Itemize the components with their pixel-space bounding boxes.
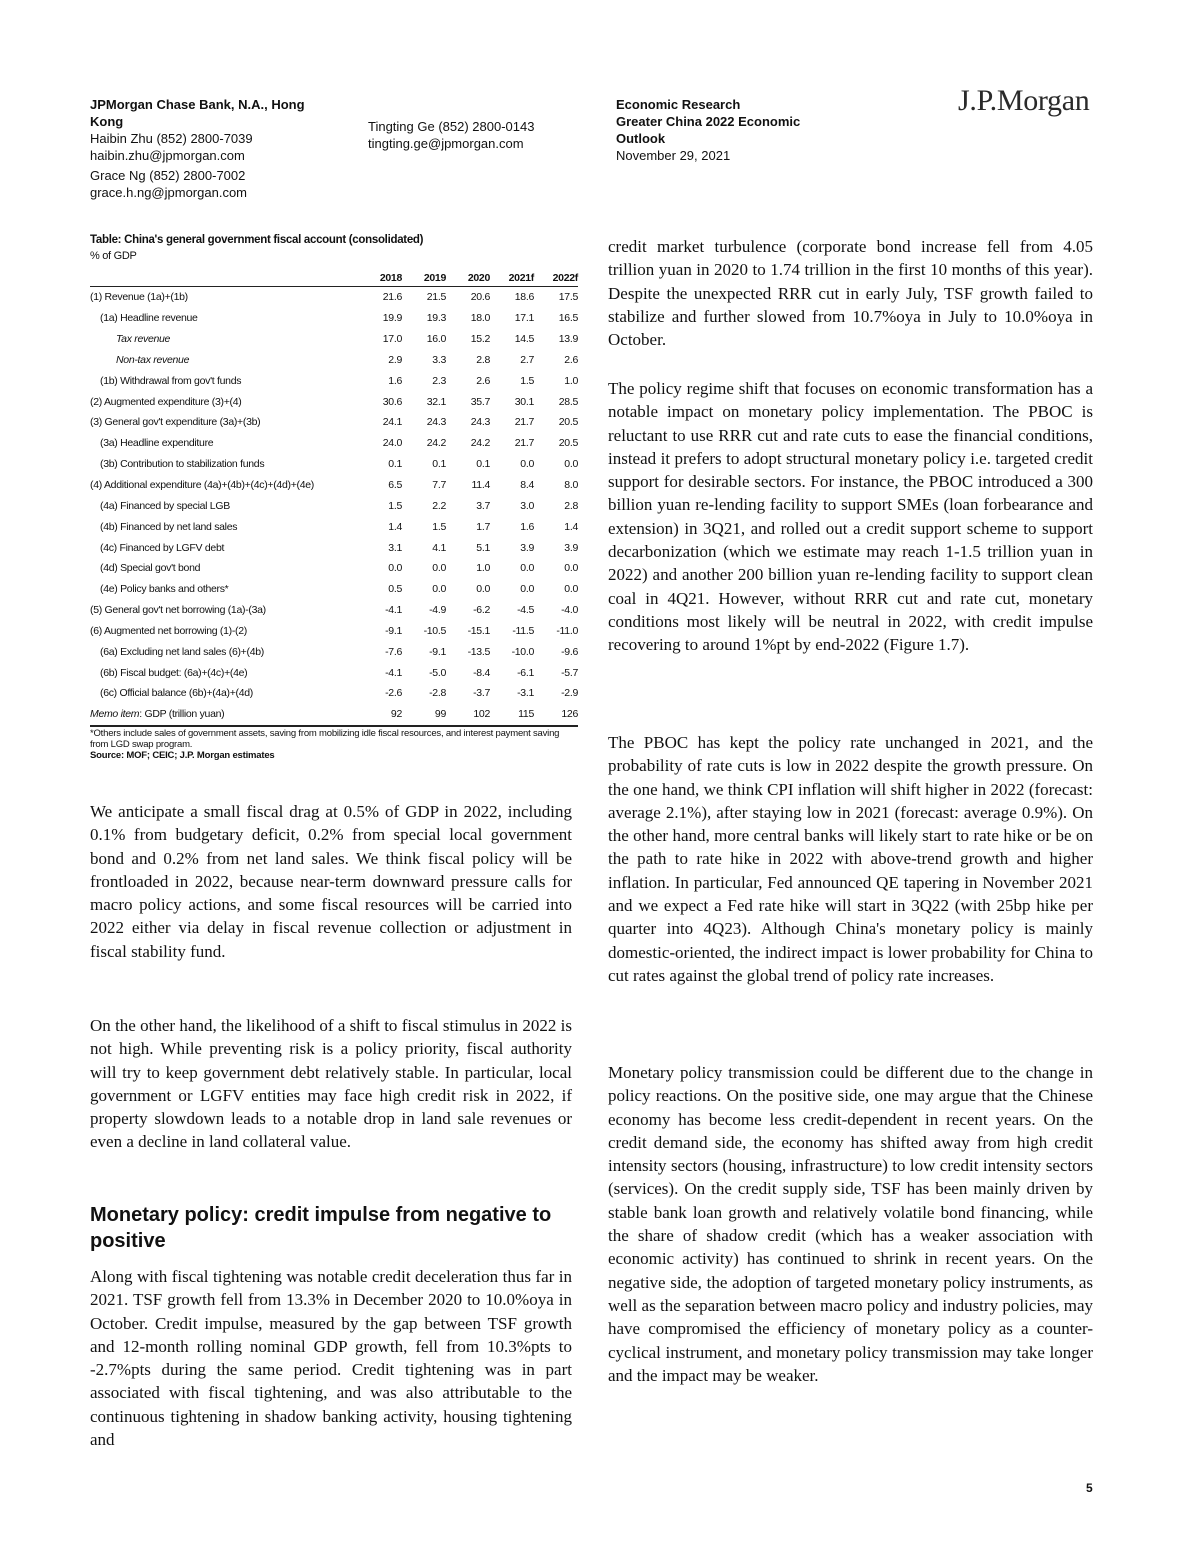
table-cell: 20.6: [470, 291, 490, 304]
table-cell: -4.1: [385, 604, 402, 617]
table-cell: 0.0: [388, 562, 402, 575]
table-cell: 19.3: [426, 312, 446, 325]
table-cell: 3.9: [564, 541, 578, 554]
table-row: [90, 641, 578, 662]
table-cell: -9.6: [561, 645, 578, 658]
firm-name-line2: Kong: [90, 114, 124, 129]
table-cell: 2.6: [564, 353, 578, 366]
jpmorgan-logo: J.P.Morgan: [958, 84, 1090, 117]
table-unit: % of GDP: [90, 250, 137, 262]
table-cell: 2.2: [432, 499, 446, 512]
memo-label-rest: : GDP (trillion yuan): [139, 708, 225, 721]
table-cell: 3.9: [520, 541, 534, 554]
author-block: [90, 96, 350, 201]
table-cell: 20.5: [558, 437, 578, 450]
table-cell: 14.5: [514, 333, 534, 346]
row-label: (4b) Financed by net land sales: [100, 520, 238, 533]
row-label: (4e) Policy banks and others*: [100, 583, 229, 596]
table-cell: 21.7: [514, 416, 534, 429]
table-cell: 1.5: [432, 520, 446, 533]
table-title: Table: China's general government fiscal account (consolidated): [90, 234, 424, 246]
table-cell: -5.7: [561, 666, 578, 679]
table-cell: 2.9: [388, 353, 402, 366]
table-cell: 0.0: [564, 458, 578, 471]
table-cell: 24.0: [382, 437, 402, 450]
row-label: [90, 704, 360, 726]
table-cell: 18.6: [514, 291, 534, 304]
table-cell: 24.2: [470, 437, 490, 450]
table-cell: 21.6: [382, 291, 402, 304]
table-cell: -13.5: [467, 645, 490, 658]
table-row: [90, 308, 578, 329]
table-cell: 24.3: [426, 416, 446, 429]
row-label: (1a) Headline revenue: [100, 312, 198, 325]
table-row: [90, 621, 578, 642]
table-cell: -11.0: [556, 624, 578, 637]
table-cell: 1.6: [520, 520, 534, 533]
table-cell: -15.1: [467, 624, 490, 637]
table-cell: -4.9: [429, 604, 446, 617]
table-cell: 1.0: [476, 562, 490, 575]
table-cell: -10.5: [423, 624, 446, 637]
row-label: (3a) Headline expenditure: [100, 437, 214, 450]
table-cell: -4.0: [561, 604, 578, 617]
column-header: 2020: [467, 272, 490, 284]
table-cell: 11.4: [471, 479, 490, 492]
table-cell: 7.7: [432, 479, 446, 492]
row-label: (3) General gov't expenditure (3a)+(3b): [90, 416, 261, 429]
table-row: [90, 370, 578, 391]
author-phone: Haibin Zhu (852) 2800-7039: [90, 131, 253, 146]
table-cell: 0.1: [432, 458, 446, 471]
table-source: Source: MOF; CEIC; J.P. Morgan estimates: [90, 749, 275, 761]
table-row: [90, 558, 578, 579]
table-cell: 0.0: [432, 562, 446, 575]
table-cell: 92: [390, 708, 402, 721]
table-footnote: *Others include sales of government assets, saving from mobilizing idle fiscal resources, and interest payment saving from LGD swap program.: [90, 727, 560, 750]
table-row: [90, 600, 578, 621]
table-cell: 1.4: [388, 520, 402, 533]
table-cell: 16.0: [426, 333, 446, 346]
fiscal-account-table-block: [90, 234, 578, 761]
table-cell: 1.5: [388, 499, 402, 512]
table-cell: -7.6: [385, 645, 402, 658]
table-cell: 3.0: [520, 499, 534, 512]
table-body: [90, 287, 578, 726]
table-row-memo: [90, 704, 578, 726]
row-label: (2) Augmented expenditure (3)+(4): [90, 395, 242, 408]
report-info: [616, 96, 846, 164]
fiscal-account-table: [90, 270, 578, 727]
column-header: 2019: [423, 272, 446, 284]
table-cell: 3.3: [432, 353, 446, 366]
column-header: 2021f: [508, 272, 534, 284]
row-label: (4d) Special gov't bond: [100, 562, 201, 575]
table-cell: 4.1: [432, 541, 446, 554]
table-cell: 102: [473, 708, 490, 721]
table-cell: -4.1: [385, 666, 402, 679]
table-row: [90, 350, 578, 371]
table-cell: 17.5: [558, 291, 578, 304]
table-cell: 18.0: [470, 312, 490, 325]
table-cell: 13.9: [558, 333, 578, 346]
table-cell: 1.6: [388, 374, 402, 387]
table-cell: -6.2: [473, 604, 490, 617]
table-cell: -3.1: [517, 687, 534, 700]
row-label: Tax revenue: [116, 333, 171, 346]
table-cell: -3.7: [473, 687, 490, 700]
table-header-row: [90, 270, 578, 287]
table-row: [90, 287, 578, 308]
table-cell: 17.0: [382, 333, 402, 346]
row-label: (4a) Financed by special LGB: [100, 499, 230, 512]
paragraph-credit-deceleration: Along with fiscal tightening was notable credit deceleration thus far in 2021. TSF growth fell from 13.3% in December 2020 to 10.0%oya in October. Credit impulse, measured by the gap between TSF growth and 12-month rolling nominal GDP growth, fell from 10.3%pts to -2.7%pts during the same period. Credit tightening was in part associated with fiscal tightening, and was also attributable to the continuous tightening in shadow banking activity, housing tightening and: [90, 1267, 572, 1450]
table-row: [90, 537, 578, 558]
table-cell: 35.7: [470, 395, 490, 408]
table-cell: 8.4: [520, 479, 534, 492]
section-heading-monetary-policy: Monetary policy: credit impulse from negative to positive: [90, 1204, 552, 1252]
table-cell: 0.0: [520, 562, 534, 575]
table-cell: 0.0: [520, 458, 534, 471]
table-cell: -9.1: [385, 624, 402, 637]
table-cell: 1.5: [520, 374, 534, 387]
row-label: (4c) Financed by LGFV debt: [100, 541, 225, 554]
report-title-line2: Outlook: [616, 131, 666, 146]
author-email[interactable]: grace.h.ng@jpmorgan.com: [90, 185, 247, 200]
paragraph-transmission: Monetary policy transmission could be different due to the change in policy reactions. On the positive side, one may argue that the Chinese economy has become less credit-dependent in recent years. On the credit demand side, the economy has shifted away from high credit intensity sectors (housing, infrastructure) to low credit intensity sectors (services). On the credit supply side, TSF has been mainly driven by stable bank loan growth and relatively volatile bond financing, while the share of shadow credit (which has a weaker association with economic activity) has continued to shrink in recent years. On the negative side, the adoption of targeted monetary policy instruments, as well as the separation between macro policy and industry policies, may have compromised the efficiency of monetary policy as a counter-cyclical instrument, and monetary policy transmission may take longer and the impact may be weaker.: [608, 1063, 1093, 1385]
table-cell: 3.1: [388, 541, 402, 554]
table-cell: 0.0: [564, 583, 578, 596]
table-cell: 5.1: [476, 541, 490, 554]
table-cell: 30.1: [514, 395, 534, 408]
table-cell: 19.9: [382, 312, 402, 325]
report-date: November 29, 2021: [616, 148, 731, 163]
table-cell: 2.7: [520, 353, 534, 366]
report-title-line1: Greater China 2022 Economic: [616, 114, 801, 129]
table-cell: 0.1: [388, 458, 402, 471]
table-row: [90, 454, 578, 475]
table-cell: 15.2: [470, 333, 490, 346]
row-label: Non-tax revenue: [116, 353, 190, 366]
table-cell: 1.4: [564, 520, 578, 533]
table-row: [90, 391, 578, 412]
page-number: 5: [1086, 1481, 1093, 1495]
table-cell: 1.7: [476, 520, 490, 533]
table-cell: 1.0: [564, 374, 578, 387]
table-cell: 21.5: [426, 291, 446, 304]
table-cell: 0.1: [476, 458, 490, 471]
table-cell: 115: [518, 708, 534, 721]
table-cell: -2.8: [429, 687, 446, 700]
author-block-secondary: [368, 118, 608, 152]
table-row: [90, 329, 578, 350]
table-row: [90, 683, 578, 704]
table-cell: 0.0: [432, 583, 446, 596]
table-notes: [90, 728, 578, 761]
table-cell: -9.1: [429, 645, 446, 658]
table-cell: -8.4: [473, 666, 490, 679]
table-row: [90, 662, 578, 683]
row-label: (6) Augmented net borrowing (1)-(2): [90, 624, 247, 637]
table-row: [90, 433, 578, 454]
author-email[interactable]: haibin.zhu@jpmorgan.com: [90, 148, 245, 163]
table-cell: 0.0: [564, 562, 578, 575]
table-cell: 24.2: [426, 437, 446, 450]
paragraph-credit-market: credit market turbulence (corporate bond increase fell from 4.05 trillion yuan in 2020 to 1.74 trillion in the first 10 months of this year). Despite the unexpected RRR cut in early July, TSF growth failed to stabilize and further slowed from 10.7%oya in July to 10.0%oya in October.: [608, 237, 1093, 350]
table-row: [90, 412, 578, 433]
row-label: (1b) Withdrawal from gov't funds: [100, 374, 242, 387]
table-cell: -2.9: [561, 687, 578, 700]
paragraph-policy-rate: The PBOC has kept the policy rate unchanged in 2021, and the probability of rate cuts is low in 2022 despite the growth pressure. On the one hand, we think CPI inflation will shift higher in 2022 (forecast: average 2.1%), after staying low in 2021 (forecast: average 0.9%). On the other hand, more central banks will likely start to rate hike or be on the path to rate hike in 2022 with above-trend growth and higher inflation. In particular, Fed announced QE tapering in November 2021 and we expect a Fed rate hike will start in 3Q22 (with 25bp hike per quarter into 4Q23). Although China's monetary policy is mainly domestic-oriented, the indirect impact is lower probability for China to cut rates against the global trend of policy rate increases.: [608, 733, 1093, 985]
table-row: [90, 516, 578, 537]
paragraph-fiscal-drag: We anticipate a small fiscal drag at 0.5% of GDP in 2022, including 0.1% from budgetary deficit, 0.2% from special local government bond and 0.2% from net land sales. We think fiscal policy will be frontloaded in 2022, because near-term downward pressure calls for macro policy actions, and some fiscal resources will be carried into 2022 either via delay in fiscal revenue collection or adjustment in fiscal stability fund.: [90, 802, 572, 961]
firm-name-line1: JPMorgan Chase Bank, N.A., Hong: [90, 97, 305, 112]
table-cell: 2.8: [564, 499, 578, 512]
table-cell: 16.5: [558, 312, 578, 325]
table-cell: 8.0: [564, 479, 578, 492]
paragraph-fiscal-stimulus: On the other hand, the likelihood of a shift to fiscal stimulus in 2022 is not high. While preventing risk is a policy priority, fiscal authority will try to keep government debt relatively stable. In particular, local government or LGFV entities may face high credit risk in 2022, if property slowdown leads to a notable drop in land sale revenues or even a decline in land collateral value.: [90, 1016, 572, 1152]
author-email[interactable]: tingting.ge@jpmorgan.com: [368, 136, 524, 151]
table-cell: -6.1: [517, 666, 534, 679]
table-row: [90, 475, 578, 496]
table-cell: -2.6: [385, 687, 402, 700]
table-cell: 24.3: [470, 416, 490, 429]
paragraph-policy-regime: The policy regime shift that focuses on economic transformation has a notable impact on monetary policy implementation. The PBOC is reluctant to use RRR cut and rate cuts to ease the financial conditions, instead it prefers to adopt structural monetary policy i.e. targeted credit support for desirable sectors. For instance, the PBOC introduced a 300 billion yuan re-lending facility to support SMEs (loan forbearance and extension) in 3Q21, and rolled out a credit support scheme to support decarbonization (which we estimate may reach 1-1.5 trillion yuan in 2022) and another 200 billion yuan re-lending facility to support clean coal in 4Q21. However, without RRR cut and rate cut, monetary conditions most likely will be neutral in 2022, with credit impulse recovering to around 1%pt by end-2022 (Figure 1.7).: [608, 379, 1093, 655]
table-row: [90, 579, 578, 600]
table-cell: 32.1: [426, 395, 446, 408]
table-cell: 30.6: [382, 395, 402, 408]
table-cell: 17.1: [514, 312, 534, 325]
row-label: (4) Additional expenditure (4a)+(4b)+(4c)+(4d)+(4e): [90, 479, 314, 492]
department-label: Economic Research: [616, 97, 741, 112]
table-cell: 3.7: [476, 499, 490, 512]
table-cell: 99: [434, 708, 446, 721]
table-cell: 126: [561, 708, 578, 721]
table-header-blank: [90, 270, 360, 287]
row-label: (6a) Excluding net land sales (6)+(4b): [100, 645, 264, 658]
table-row: [90, 495, 578, 516]
table-cell: 20.5: [558, 416, 578, 429]
memo-label-italic: Memo item: [90, 708, 140, 721]
row-label: (5) General gov't net borrowing (1a)-(3a): [90, 604, 266, 617]
row-label: (1) Revenue (1a)+(1b): [90, 291, 188, 304]
table-cell: 6.5: [388, 479, 402, 492]
author-phone: Tingting Ge (852) 2800-0143: [368, 119, 535, 134]
table-cell: -4.5: [517, 604, 534, 617]
table-cell: 0.0: [476, 583, 490, 596]
table-cell: 0.5: [388, 583, 402, 596]
table-cell: -10.0: [511, 645, 534, 658]
table-cell: -11.5: [512, 624, 534, 637]
column-header: 2018: [379, 272, 402, 284]
table-cell: 24.1: [382, 416, 402, 429]
row-label: (6b) Fiscal budget: (6a)+(4c)+(4e): [100, 666, 248, 679]
table-cell: 2.6: [476, 374, 490, 387]
table-cell: -5.0: [429, 666, 446, 679]
table-cell: 2.8: [476, 353, 490, 366]
row-label: (3b) Contribution to stabilization funds: [100, 458, 265, 471]
table-cell: 21.7: [514, 437, 534, 450]
table-cell: 28.5: [558, 395, 578, 408]
row-label: (6c) Official balance (6b)+(4a)+(4d): [100, 687, 253, 700]
author-phone: Grace Ng (852) 2800-7002: [90, 168, 246, 183]
column-header: 2022f: [552, 272, 578, 284]
table-cell: 2.3: [432, 374, 446, 387]
table-cell: 0.0: [520, 583, 534, 596]
